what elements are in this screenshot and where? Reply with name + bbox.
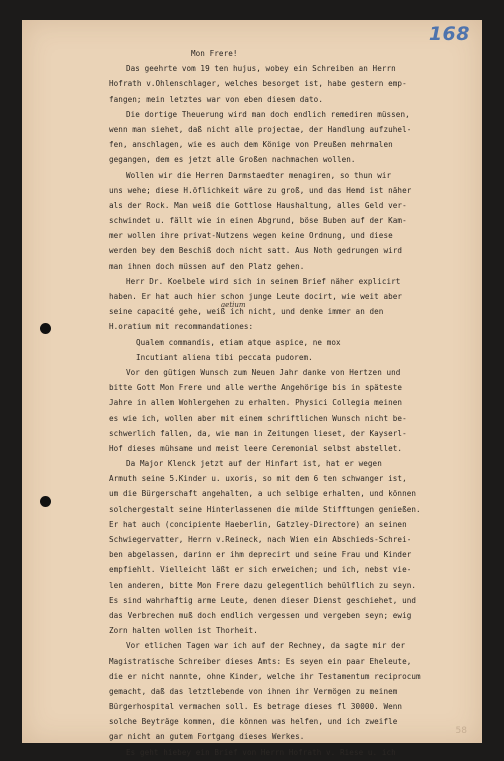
text-line: fangen; mein letztes war von eben diesem dato.: [109, 94, 323, 104]
text-line: Es geht hiebey ein Brief von Herrn Hofrath v. Riese u. ich: [126, 747, 396, 757]
text-line: Vor etlichen Tagen war ich auf der Rechney, da sagte mir der: [126, 641, 406, 651]
text-line: das Verbrechen muß doch endlich vergessen und vergeben seyn; ewig: [109, 610, 412, 620]
punch-hole: [40, 323, 51, 334]
text-line: als der Rock. Man weiß die Gottlose Haushaltung, alles Geld ver-: [109, 200, 407, 210]
folio-number: 58: [455, 726, 467, 736]
text-line: Die dortige Theuerung wird man doch endlich remediren müssen,: [126, 109, 410, 119]
text-line: werden bey dem Beschiß doch nicht satt. Aus Noth gedrungen wird: [109, 246, 403, 256]
text-line: Qualem commandis, etiam atque aspice, ne mox: [136, 337, 341, 347]
text-line: Armuth seine 5.Kinder u. uxoris, so mit dem 6 ten schwanger ist,: [109, 474, 407, 484]
text-line: es wie ich, wollen aber mit einem schriftlichen Wunsch nicht be-: [109, 413, 407, 423]
text-line: Incutiant aliena tibi peccata pudorem.: [136, 352, 313, 362]
text-line: Zorn halten wollen ist Thorheit.: [109, 626, 258, 636]
text-line: haben. Er hat auch hier schon junge Leute docirt, wie weit aber: [109, 292, 403, 301]
text-line: gegangen, dem es jetzt alle Großen nachmachen wollen.: [109, 155, 356, 165]
text-line: gar nicht an gutem Fortgang dieses Werkes.: [109, 732, 305, 742]
text-line: mer wollen ihre privat-Nutzens wegen keine Ordnung, und diese: [109, 231, 393, 241]
text-line: Hof dieses mühsame und meist leere Ceremonial selbst abstellet.: [109, 443, 403, 453]
text-line: Jahre in allem Wohlergehen zu erhalten. Physici Collegia meinen: [109, 398, 403, 408]
letter-lines: [109, 61, 469, 760]
text-line: die er nicht nannte, ohne Kinder, welche ihr Testamentum reciprocum: [109, 671, 421, 681]
text-line: schwindet u. fällt wie in einen Abgrund, böse Buben auf der Kam-: [109, 216, 407, 226]
text-line: uns wehe; diese H.öflichkeit wäre zu groß, und das Hemd ist näher: [109, 185, 412, 195]
text-line: Wollen wir die Herren Darmstaedter menagiren, so thun wir: [126, 170, 392, 180]
text-line: Da Major Klenck jetzt auf der Hinfart ist, hat er wegen: [126, 459, 382, 469]
text-line: Es sind wahrhaftig arme Leute, denen dieser Dienst geschiehet, und: [109, 595, 417, 605]
text-line: schwerlich fallen, da, wie man in Zeitungen lieset, der Kayserl-: [109, 428, 407, 438]
text-line: empfiehlt. Vielleicht läßt er sich erweichen; und ich, nebst vie-: [109, 565, 412, 575]
text-line: Hofrath v.Ohlenschlager, welches besorget ist, habe gestern emp-: [109, 79, 407, 89]
text-line: gemacht, daß das letztlebende von ihnen ihr Vermögen zu meinem: [109, 686, 398, 696]
text-line: wenn man siehet, daß nicht alle projectae, der Handlung aufzuhel-: [109, 124, 412, 134]
text-line: bitte Gott Mon Frere und alle werthe Angehörige bis in späteste: [109, 383, 403, 393]
text-line: Bürgerhospital vermachen soll. Es betrage dieses fl 30000. Wenn: [109, 702, 403, 712]
text-line: seine capacité gehe, weiß ich nicht, und denke immer an den: [109, 307, 384, 317]
text-line: um die Bürgerschaft angehalten, a uch selbige erhalten, und können: [109, 489, 417, 499]
text-line: Herr Dr. Koelbele wird sich in seinem Brief näher explicirt: [126, 276, 401, 286]
letter-page: [22, 20, 482, 757]
text-line: ben abgelassen, darinn er ihm deprecirt und seine Frau und Kinder: [109, 550, 412, 560]
letter-body: [109, 46, 469, 760]
text-line: Das geehrte vom 19 ten hujus, wobey ein Schreiben an Herrn: [126, 64, 396, 74]
text-line: len anderen, bitte Mon Frere dazu gelegentlich behülflich zu seyn.: [109, 580, 417, 590]
page-number: 168: [428, 23, 470, 45]
text-line: solche Beyträge kommen, die können was helfen, und ich zweifle: [109, 717, 398, 727]
text-line: solchergestalt seine Hinterlassenen die milde Stifftungen genießen.: [109, 504, 421, 514]
text-line: Vor den gütigen Wunsch zum Neuen Jahr danke von Hertzen und: [126, 367, 401, 377]
punch-hole: [40, 496, 51, 507]
text-line: Schwiegervatter, Herrn v.Reineck, nach Wien ein Abschieds-Schrei-: [109, 535, 412, 544]
text-line: H.oratium mit recommandationes:: [109, 322, 254, 332]
text-line: Magistratische Schreiber dieses Amts: Es seyen ein paar Eheleute,: [109, 656, 412, 666]
text-line: Er hat auch (concipiente Haeberlin, Gatzley-Directore) an seinen: [109, 519, 407, 529]
text-line: man ihnen doch müssen auf den Platz gehen.: [109, 261, 305, 271]
text-line: fen, anschlagen, wie es auch dem Könige von Preußen mehrmalen: [109, 140, 393, 150]
salutation: Mon Frere!: [191, 49, 238, 58]
handwritten-insert: aetium: [221, 301, 246, 309]
